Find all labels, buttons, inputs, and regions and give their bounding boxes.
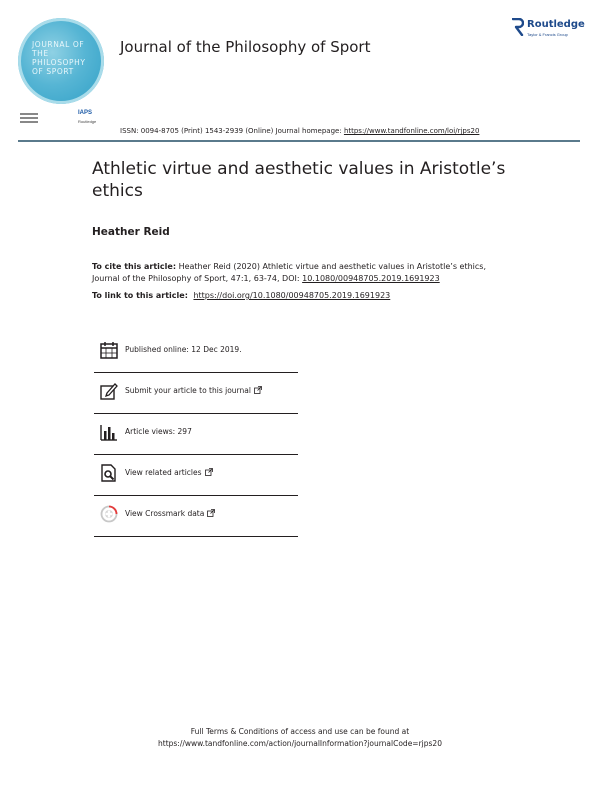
crossmark-label: View Crossmark data: [125, 509, 205, 518]
journal-cover-image: [18, 18, 104, 124]
article-views-text: Article views: 297: [125, 427, 192, 436]
submit-article-link[interactable]: [125, 386, 262, 395]
header-rule: [18, 140, 580, 142]
article-actions-list: [94, 332, 298, 537]
issn-text: ISSN: 0094-8705 (Print) 1543-2939 (Online) Journal homepage:: [120, 127, 344, 135]
external-link-icon: [254, 386, 262, 394]
crossmark-link[interactable]: [125, 509, 215, 518]
external-link-icon: [207, 509, 215, 517]
terms-link[interactable]: https://www.tandfonline.com/action/journalInformation?journalCode=rjps20: [158, 739, 442, 748]
crossmark-icon: [100, 505, 118, 523]
article-link-line: [92, 291, 390, 300]
routledge-r-icon: [512, 18, 524, 36]
submit-article-label: Submit your article to this journal: [125, 386, 251, 395]
cite-label: To cite this article:: [92, 262, 177, 271]
publisher-subtitle: Taylor & Francis Group: [527, 32, 568, 37]
terms-text: Full Terms & Conditions of access and use can be found at: [190, 727, 410, 736]
publisher-name: Routledge: [527, 19, 585, 30]
cover-publisher-logo: Routledge: [78, 119, 97, 124]
citation: [92, 261, 512, 284]
related-articles-link[interactable]: [125, 468, 213, 477]
list-item-crossmark[interactable]: [94, 496, 298, 537]
related-articles-label: View related articles: [125, 468, 202, 477]
list-item-submit[interactable]: [94, 373, 298, 414]
publisher-logo[interactable]: [512, 18, 592, 42]
document-search-icon: [100, 464, 118, 482]
article-link[interactable]: https://doi.org/10.1080/00948705.2019.1691923: [193, 291, 391, 300]
calendar-icon: [100, 341, 118, 359]
edit-icon: [100, 382, 118, 400]
cover-iaps-logo: IAPS: [78, 110, 93, 116]
cite-text: Heather Reid (2020) Athletic virtue and aesthetic values in Aristotle’s ethics, Journal of the Philosophy of Sport, 47:1, 63-74, DOI:: [92, 262, 486, 283]
link-label: To link to this article:: [92, 291, 188, 300]
bar-chart-icon: [100, 423, 118, 441]
cover-title: JOURNAL OF THE PHILOSOPHY OF SPORT: [32, 40, 86, 76]
terms-footer: [0, 726, 600, 750]
journal-name: Journal of the Philosophy of Sport: [120, 38, 371, 56]
doi-link[interactable]: 10.1080/00948705.2019.1691923: [302, 273, 440, 283]
issn-line: [120, 127, 479, 135]
published-date-text: Published online: 12 Dec 2019.: [125, 345, 242, 354]
external-link-icon: [205, 468, 213, 476]
journal-homepage-link[interactable]: https://www.tandfonline.com/loi/rjps20: [343, 127, 480, 135]
list-item-related[interactable]: [94, 455, 298, 496]
article-title: Athletic virtue and aesthetic values in Aristotle’s ethics: [92, 159, 506, 201]
article-author: Heather Reid: [92, 226, 170, 238]
cover-small-text: [20, 113, 40, 127]
list-item-views: [94, 414, 298, 455]
list-item-published: [94, 332, 298, 373]
